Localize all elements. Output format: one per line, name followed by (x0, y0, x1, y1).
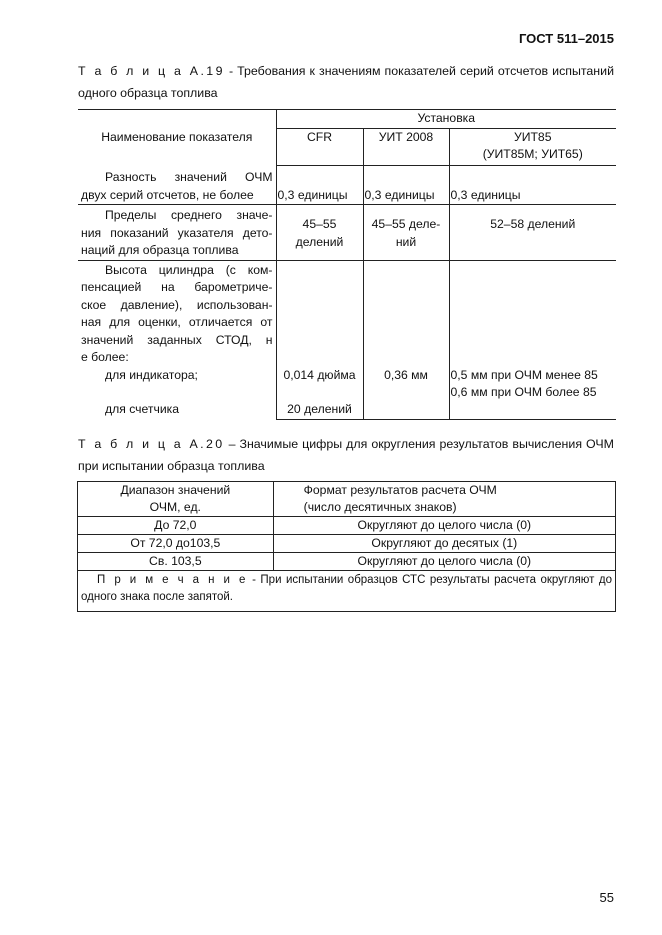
header-col2: УИТ 2008 (363, 128, 449, 165)
t20-header-col2 (273, 482, 615, 517)
row2-v1 (276, 205, 363, 261)
row3-name (78, 260, 276, 419)
header-name: Наименование показателя (101, 129, 253, 144)
header-group: Установка (417, 111, 476, 125)
t20-row3-format: Округляют до целого числа (0) (273, 553, 615, 571)
row3-name-line2: пенсацией на барометриче- (81, 280, 273, 294)
table-row (78, 205, 616, 261)
header-col3 (449, 128, 616, 165)
t20-header-col1-line2: ОЧМ, ед. (149, 500, 201, 514)
row2-v3: 52–58 делений (449, 205, 616, 261)
row1-v1: 0,3 единицы (276, 165, 363, 205)
row3-sub1-v3-line1: 0,5 мм при ОЧМ менее 85 (450, 367, 598, 382)
table-a20 (77, 481, 616, 612)
header-name-cell (78, 110, 276, 166)
row3-name-line1: Высота цилиндра (с ком- (105, 262, 273, 277)
header-group-cell (276, 110, 616, 129)
row1-name-line2: двух серий отсчетов, не более (81, 187, 254, 202)
row2-name-line1: Пределы среднего значе- (105, 208, 273, 222)
row3-name-line5: значений заданных СТОД, н (81, 332, 273, 347)
row3-sub2-v1: 20 делений (287, 402, 352, 416)
table-a20-caption-text: – Значимые цифры для округления результатов вычисления ОЧМ при испытании образца топлива (78, 437, 614, 473)
row3-v2 (363, 260, 449, 419)
document-code: ГОСТ 511–2015 (518, 31, 614, 46)
header-col1: CFR (276, 128, 363, 165)
t20-header-col1 (78, 482, 274, 517)
row3-sub1-v2: 0,36 мм (384, 367, 428, 382)
t20-row3-range: Св. 103,5 (78, 553, 274, 571)
note-label: П р и м е ч а н и е (97, 574, 248, 586)
row2-v2-line1: 45–55 деле- (371, 217, 441, 231)
row3-v3 (449, 260, 616, 419)
header-col3-line1: УИТ85 (513, 129, 552, 144)
table-a20-label: Т а б л и ц а А.20 (78, 437, 225, 451)
row3-name-line6: е более: (81, 350, 129, 364)
t20-header-col2-line1: Формат результатов расчета ОЧМ (303, 483, 497, 497)
row3-sub1-v1: 0,014 дюйма (283, 367, 356, 382)
row2-v2 (363, 205, 449, 261)
header-col3-line2: (УИТ85М; УИТ65) (482, 147, 583, 161)
row2-v2-line2: ний (395, 234, 417, 249)
t20-row2-range: От 72,0 до103,5 (78, 535, 274, 553)
t20-header-col1-line1: Диапазон значений (120, 483, 231, 497)
row2-name-line3: наций для образца топлива (81, 243, 239, 257)
page-number: 55 (599, 890, 614, 905)
table-a19-caption (78, 60, 614, 104)
row1-name-line1: Разность значений ОЧМ (105, 170, 273, 184)
table-row (78, 535, 616, 553)
table-row (78, 517, 616, 535)
row3-sub1-v3-line2: 0,6 мм при ОЧМ более 85 (450, 385, 597, 399)
table-a20-caption (78, 433, 614, 477)
note-text: - При испытании образцов СТС результаты расчета округляют до одного знака после запятой. (81, 574, 612, 603)
table-a19 (78, 109, 616, 420)
row1-name (78, 165, 276, 205)
table-a19-caption-text: - Требования к значениям показателей серий отсчетов испытаний одного образца топлива (78, 64, 614, 100)
table-a20-note (78, 571, 616, 612)
row2-name (78, 205, 276, 261)
table-row (78, 165, 616, 205)
row3-name-line3: ское давление), использован- (81, 297, 273, 312)
row2-name-line2: ния показаний указателя дето- (81, 225, 273, 240)
row3-v1 (276, 260, 363, 419)
table-a19-label: Т а б л и ц а А.19 (78, 64, 225, 78)
row1-v2: 0,3 единицы (363, 165, 449, 205)
row1-v3: 0,3 единицы (449, 165, 616, 205)
t20-header-col2-line2: (число десятичных знаков) (303, 500, 457, 514)
row2-v1-line1: 45–55 (302, 217, 337, 231)
t20-row1-range: До 72,0 (78, 517, 274, 535)
row2-v1-line2: делений (295, 234, 344, 249)
row3-name-line4: ная для оценки, отличается от (81, 315, 273, 329)
t20-row2-format: Округляют до десятых (1) (273, 535, 615, 553)
t20-row1-format: Округляют до целого числа (0) (273, 517, 615, 535)
row3-sub2-label: для счетчика (105, 402, 180, 416)
row3-sub1-label: для индикатора; (105, 367, 198, 382)
table-row (78, 260, 616, 419)
table-row (78, 553, 616, 571)
